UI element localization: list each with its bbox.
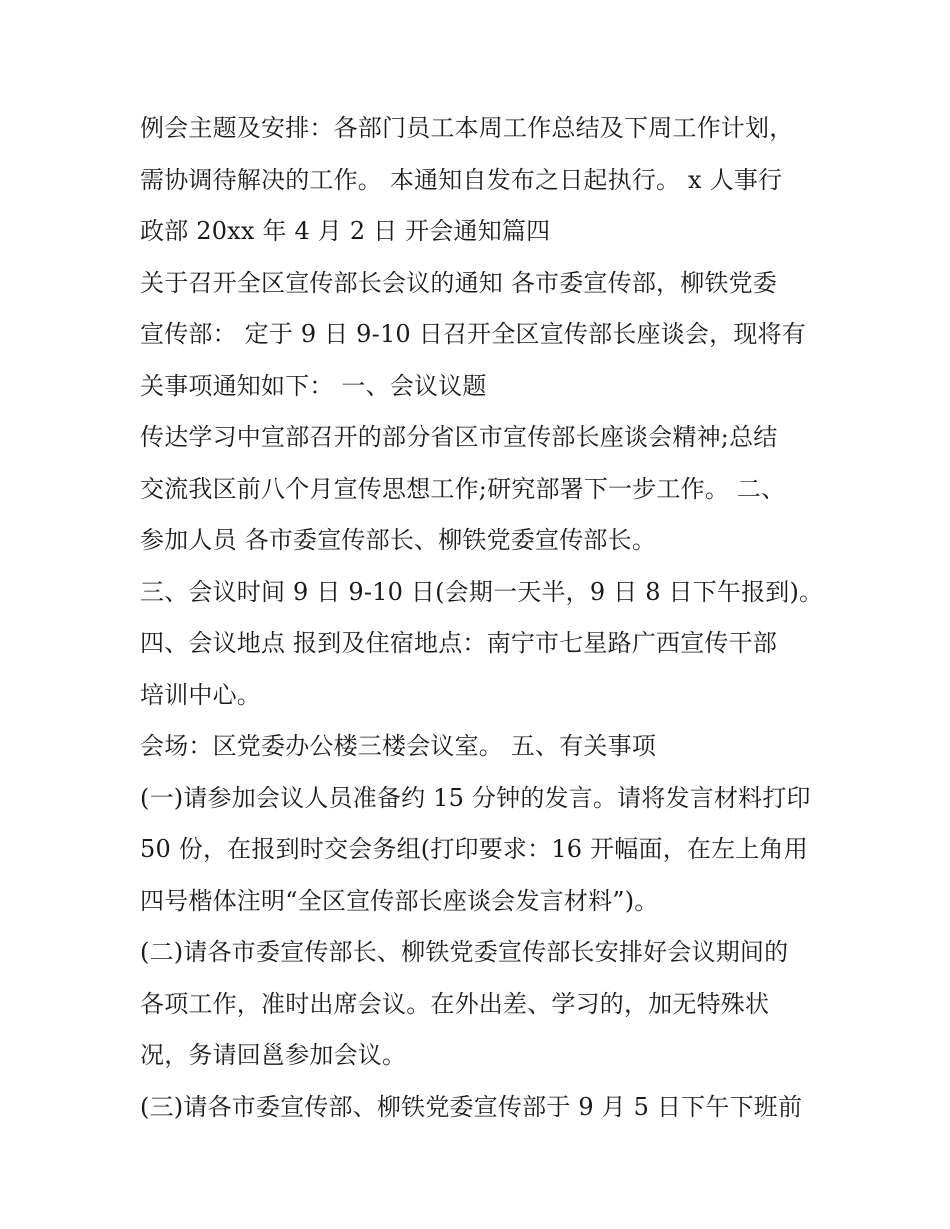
- text-line: (一)请参加会议人员准备约 15 分钟的发言。请将发言材料打印: [140, 783, 811, 812]
- text-line: 三、会议时间 9 日 9-10 日(会期一天半，9 日 8 日下午报到)。: [140, 577, 824, 606]
- text-line: (二)请各市委宣传部长、柳铁党委宣传部长安排好会议期间的: [140, 938, 789, 966]
- text-line: 交流我区前八个月宣传思想工作;研究部署下一步工作。 二、: [140, 474, 786, 503]
- text-line: 参加人员 各市委宣传部长、柳铁党委宣传部长。: [140, 526, 657, 554]
- text-line: 会场：区党委办公楼三楼会议室。 五、有关事项: [140, 732, 657, 760]
- text-line: 况，务请回邕参加会议。: [140, 1041, 407, 1069]
- text-line: 例会主题及安排：各部门员工本周工作总结及下周工作计划，: [140, 114, 794, 142]
- text-line: 四、会议地点 报到及住宿地点：南宁市七星路广西宣传干部: [140, 629, 778, 657]
- text-line: 50 份，在报到时交会务组(打印要求：16 开幅面，在左上角用: [140, 835, 808, 863]
- text-line: 传达学习中宣部召开的部分省区市宣传部长座谈会精神;总结: [140, 423, 778, 451]
- text-line: 各项工作，准时出席会议。在外出差、学习的，加无特殊状: [140, 989, 770, 1018]
- text-line: 需协调待解决的工作。 本通知自发布之日起执行。 x 人事行: [140, 165, 783, 194]
- text-line: (三)请各市委宣传部、柳铁党委宣传部于 9 月 5 日下午下班前: [140, 1092, 803, 1121]
- text-line: 培训中心。: [140, 680, 261, 709]
- document-body: [140, 103, 830, 1133]
- text-line: 四号楷体注明“全区宣传部长座谈会发言材料”)。: [140, 886, 659, 915]
- text-line: 关事项通知如下： 一、会议议题: [140, 371, 487, 400]
- text-line: 关于召开全区宣传部长会议的通知 各市委宣传部，柳铁党委: [140, 268, 778, 297]
- text-line: 宣传部： 定于 9 日 9-10 日召开全区宣传部长座谈会，现将有: [140, 320, 806, 348]
- text-line: 政部 20xx 年 4 月 2 日 开会通知篇四: [140, 217, 551, 245]
